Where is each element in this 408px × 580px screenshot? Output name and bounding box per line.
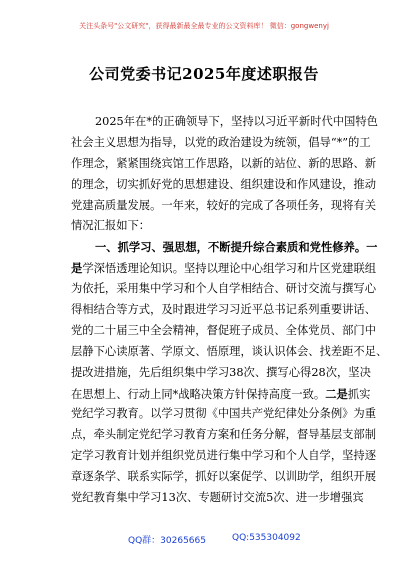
- body-line: 为依托，采用集中学习和个人自学相结合、研讨交流与撰写心: [71, 282, 377, 296]
- bold-marker: 是: [71, 261, 83, 276]
- body-line: 党纪学习教育。以学习贯彻《中国共产党纪律处分条例》为重: [71, 407, 377, 421]
- body-text: 学深悟透理论知识。坚持以理论中心组学习和片区党建联组: [82, 262, 377, 276]
- body-line: 定学习教育计划并组织党员进行集中学习和个人自学，坚持逐: [71, 449, 377, 463]
- body-line: 得相结合等方式，及时跟进学习习近平总书记系列重要讲话、: [71, 303, 377, 317]
- body-text: 在思想上、行动上同*战略决策方针保持高度一致。: [71, 387, 326, 401]
- body-line: 点，牵头制定党纪学习教育方案和任务分解，督导基层支部制: [71, 428, 377, 442]
- body-line: 党的二十届三中全会精神，督促班子成员、全体党员、部门中: [71, 323, 377, 337]
- body-line: 作理念，紧紧围绕宾馆工作思路，以新的站位、新的思路、新: [71, 156, 377, 170]
- body-line: 章逐条学、联系实际学，抓好以案促学、以训助学，组织开展: [71, 470, 377, 484]
- body-line: [71, 384, 371, 405]
- section-heading: 一、抓学习、强思想，不断提升综合素质和党性修养。: [95, 240, 367, 255]
- footer-qq: QQ:535304092: [232, 533, 301, 543]
- body-line: 2025年在*的正确领导下，坚持以习近平新时代中国特色: [95, 115, 378, 128]
- body-line: 社会主义思想为指导，以党的政治建设为统领，倡导“*”的工: [71, 135, 371, 149]
- body-line: 党纪教育集中学习13次、专题研讨交流5次、进一步增强宾: [71, 491, 364, 505]
- section-heading-tail: 一: [366, 240, 378, 255]
- body-text: 抓实: [347, 387, 371, 401]
- document-body: [71, 112, 388, 509]
- document-title: 公司党委书记2025年度述职报告: [89, 65, 319, 83]
- body-line: 层静下心读原著、学原文、悟原理，谈认识体会、找差距不足、: [71, 344, 388, 358]
- body-line: [71, 258, 377, 279]
- top-promo-banner: 关注头条号"公文研究"，获得最新最全最专业的公文资料库！ 微信：gongwenyj: [79, 22, 329, 30]
- body-line: 党建高质量发展。一年来，较好的完成了各项任务，现将有关: [71, 198, 377, 212]
- footer-qq-group: QQ群：30265665: [128, 536, 206, 546]
- bold-marker: 二是: [325, 386, 348, 401]
- body-line: 情况汇报如下：: [71, 219, 151, 233]
- section-heading-line: [71, 237, 378, 258]
- body-line: 的理念，切实抓好党的思想建设、组织建设和作风建设，推动: [71, 177, 377, 191]
- body-line: 提改进措施，先后组织集中学习38次、撰写心得28次，坚决: [71, 365, 371, 379]
